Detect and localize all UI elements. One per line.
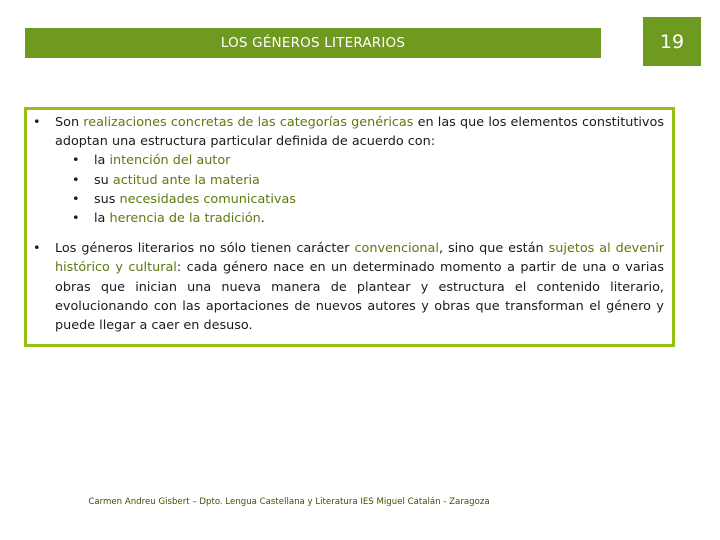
bullet-icon: • bbox=[72, 191, 80, 207]
slide-title: LOS GÉNEROS LITERARIOS bbox=[220, 35, 406, 51]
content-box bbox=[24, 107, 675, 347]
paragraph-2 bbox=[33, 239, 664, 335]
bullet-icon: • bbox=[72, 153, 80, 169]
bullet-icon: • bbox=[72, 172, 80, 188]
p1-text-2: en las que los elementos constitutivos adoptan una estructura particular definida de acuerdo con: bbox=[55, 115, 664, 150]
sub-item-1 bbox=[55, 151, 664, 170]
bullet-icon: • bbox=[33, 241, 41, 257]
sub-item-pre: la bbox=[94, 211, 110, 227]
p2-text-1: Los géneros literarios no sólo tienen carácter bbox=[55, 241, 355, 257]
sub-item-4 bbox=[55, 209, 664, 228]
sub-item-pre: su bbox=[94, 172, 113, 188]
sub-item-highlight: necesidades comunicativas bbox=[119, 191, 296, 207]
sub-item-2 bbox=[55, 171, 664, 190]
sub-item-3 bbox=[55, 190, 664, 209]
sub-item-highlight: actitud ante la materia bbox=[112, 172, 260, 188]
bullet-icon: • bbox=[33, 115, 41, 130]
p1-text-1: Son bbox=[55, 115, 84, 130]
sub-item-highlight: intención del autor bbox=[109, 153, 231, 169]
p2-text-3: : cada género nace en un determinado momento a partir de una o varias obras que inician una nueva manera de plantear y estructura el contenido literario, evolucionando con las aportaciones de nuevos autores y obras que transforman el género y puede llegar a caer en desuso. bbox=[55, 260, 664, 334]
paragraph-1 bbox=[33, 113, 664, 228]
p1-highlight-1: realizaciones concretas de las categorías genéricas bbox=[83, 115, 414, 130]
sub-item-pre: sus bbox=[94, 191, 120, 207]
p2-highlight-2: sujetos al devenir histórico y cultural bbox=[55, 241, 665, 276]
slide-title-bar bbox=[25, 28, 601, 58]
page-number-badge bbox=[643, 17, 701, 66]
sub-item-highlight: herencia de la tradición bbox=[109, 211, 261, 227]
p2-text-2: , sino que están bbox=[438, 241, 549, 257]
sub-item-post: . bbox=[260, 211, 265, 227]
sub-item-pre: la bbox=[94, 153, 110, 169]
footer-credit: Carmen Andreu Gisbert – Dpto. Lengua Castellana y Literatura IES Miguel Catalán - Zaragoza bbox=[88, 497, 490, 507]
p2-highlight-1: convencional bbox=[354, 241, 439, 257]
bullet-icon: • bbox=[72, 211, 80, 227]
page-number: 19 bbox=[659, 30, 685, 53]
